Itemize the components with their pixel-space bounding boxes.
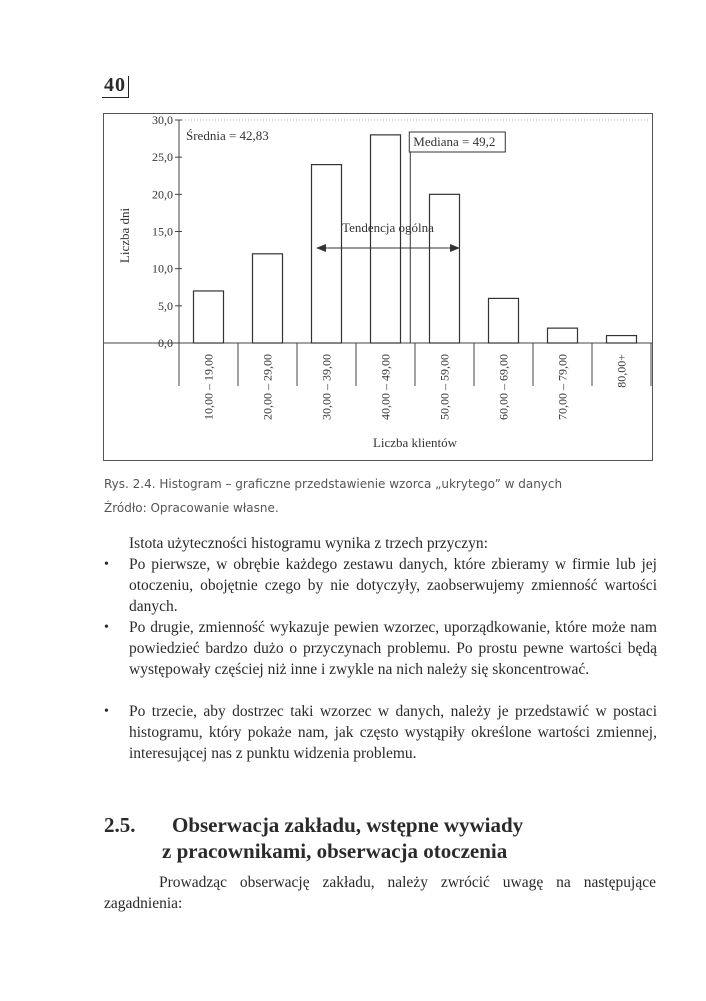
section-title-line-1: Obserwacja zakładu, wstępne wywiady bbox=[172, 813, 524, 837]
histogram-bar bbox=[194, 291, 224, 343]
x-axis-label: Liczba klientów bbox=[372, 435, 458, 450]
mean-annotation: Średnia = 42,83 bbox=[186, 128, 269, 143]
y-axis-label: Liczba dni bbox=[117, 207, 132, 264]
section-title-line-2: z pracownikami, obserwacja otoczenia bbox=[162, 839, 508, 863]
figure-source: Źródło: Opracowanie własne. bbox=[104, 501, 279, 515]
bullet-dot: • bbox=[104, 620, 109, 635]
histogram-bar bbox=[489, 298, 519, 343]
histogram-bar bbox=[607, 336, 637, 343]
y-tick-label: 0,0 bbox=[158, 336, 173, 350]
histogram-bar bbox=[312, 165, 342, 343]
histogram-bar bbox=[548, 328, 578, 343]
x-tick-label: 60,00 – 69,00 bbox=[496, 354, 511, 420]
x-tick-label: 80,00+ bbox=[614, 354, 629, 388]
y-tick-label: 25,0 bbox=[152, 150, 173, 165]
histogram-chart bbox=[104, 114, 652, 460]
bullet-text: Po trzecie, aby dostrzec taki wzorzec w danych, należy je przedstawić w postaci histogramu, który pokaże nam, jak często wystąpiły określone wartości zmiennej, interesującej nas z punktu widzenia problemu. bbox=[129, 703, 657, 762]
x-tick-label: 50,00 – 59,00 bbox=[437, 354, 452, 420]
bullet-text: Po pierwsze, w obrębie każdego zestawu danych, które zbieramy w firmie lub jej otoczeniu, obojętnie czego by nie dotyczyły, zaobserwujemy zmienność wartości danych. bbox=[129, 556, 657, 615]
histogram-bar bbox=[371, 135, 401, 343]
y-tick-label: 15,0 bbox=[152, 224, 173, 239]
histogram-bar bbox=[253, 254, 283, 343]
histogram-figure bbox=[103, 113, 653, 461]
histogram-bar bbox=[430, 194, 460, 343]
bullet-dot: • bbox=[104, 557, 109, 572]
section-number: 2.5. bbox=[104, 813, 136, 837]
y-tick-label: 10,0 bbox=[152, 261, 173, 276]
bullet-text: Po drugie, zmienność wykazuje pewien wzorzec, uporządkowanie, które może nam powiedzieć bardzo dużo o przyczynach problemu. Po prostu pewne wartości będą występowały częściej niż inne i zwykle na nich należy się skoncentrować. bbox=[129, 619, 657, 678]
intro-text: Istota użyteczności histogramu wynika z trzech przyczyn: bbox=[129, 535, 488, 552]
y-tick-label: 20,0 bbox=[152, 187, 173, 202]
bullet-dot: • bbox=[104, 704, 109, 719]
x-tick-label: 30,00 – 39,00 bbox=[319, 354, 334, 420]
x-tick-label: 10,00 – 19,00 bbox=[201, 354, 216, 420]
x-tick-label: 40,00 – 49,00 bbox=[378, 354, 393, 420]
section-paragraph: Prowadząc obserwację zakładu, należy zwrócić uwagę na następujące zagadnienia: bbox=[104, 874, 656, 912]
median-annotation: Mediana = 49,2 bbox=[413, 134, 496, 149]
y-tick-label: 5,0 bbox=[158, 298, 173, 313]
y-tick-label: 30,0 bbox=[152, 114, 173, 127]
page-number-bar bbox=[128, 76, 129, 98]
figure-caption: Rys. 2.4. Histogram – graficzne przedstawienie wzorca „ukrytego” w danych bbox=[104, 477, 563, 491]
trend-annotation: Tendencja ogólna bbox=[342, 220, 434, 235]
page-number-rule bbox=[102, 97, 128, 98]
page-number: 40 bbox=[104, 74, 126, 96]
x-tick-label: 70,00 – 79,00 bbox=[555, 354, 570, 420]
x-tick-label: 20,00 – 29,00 bbox=[260, 354, 275, 420]
